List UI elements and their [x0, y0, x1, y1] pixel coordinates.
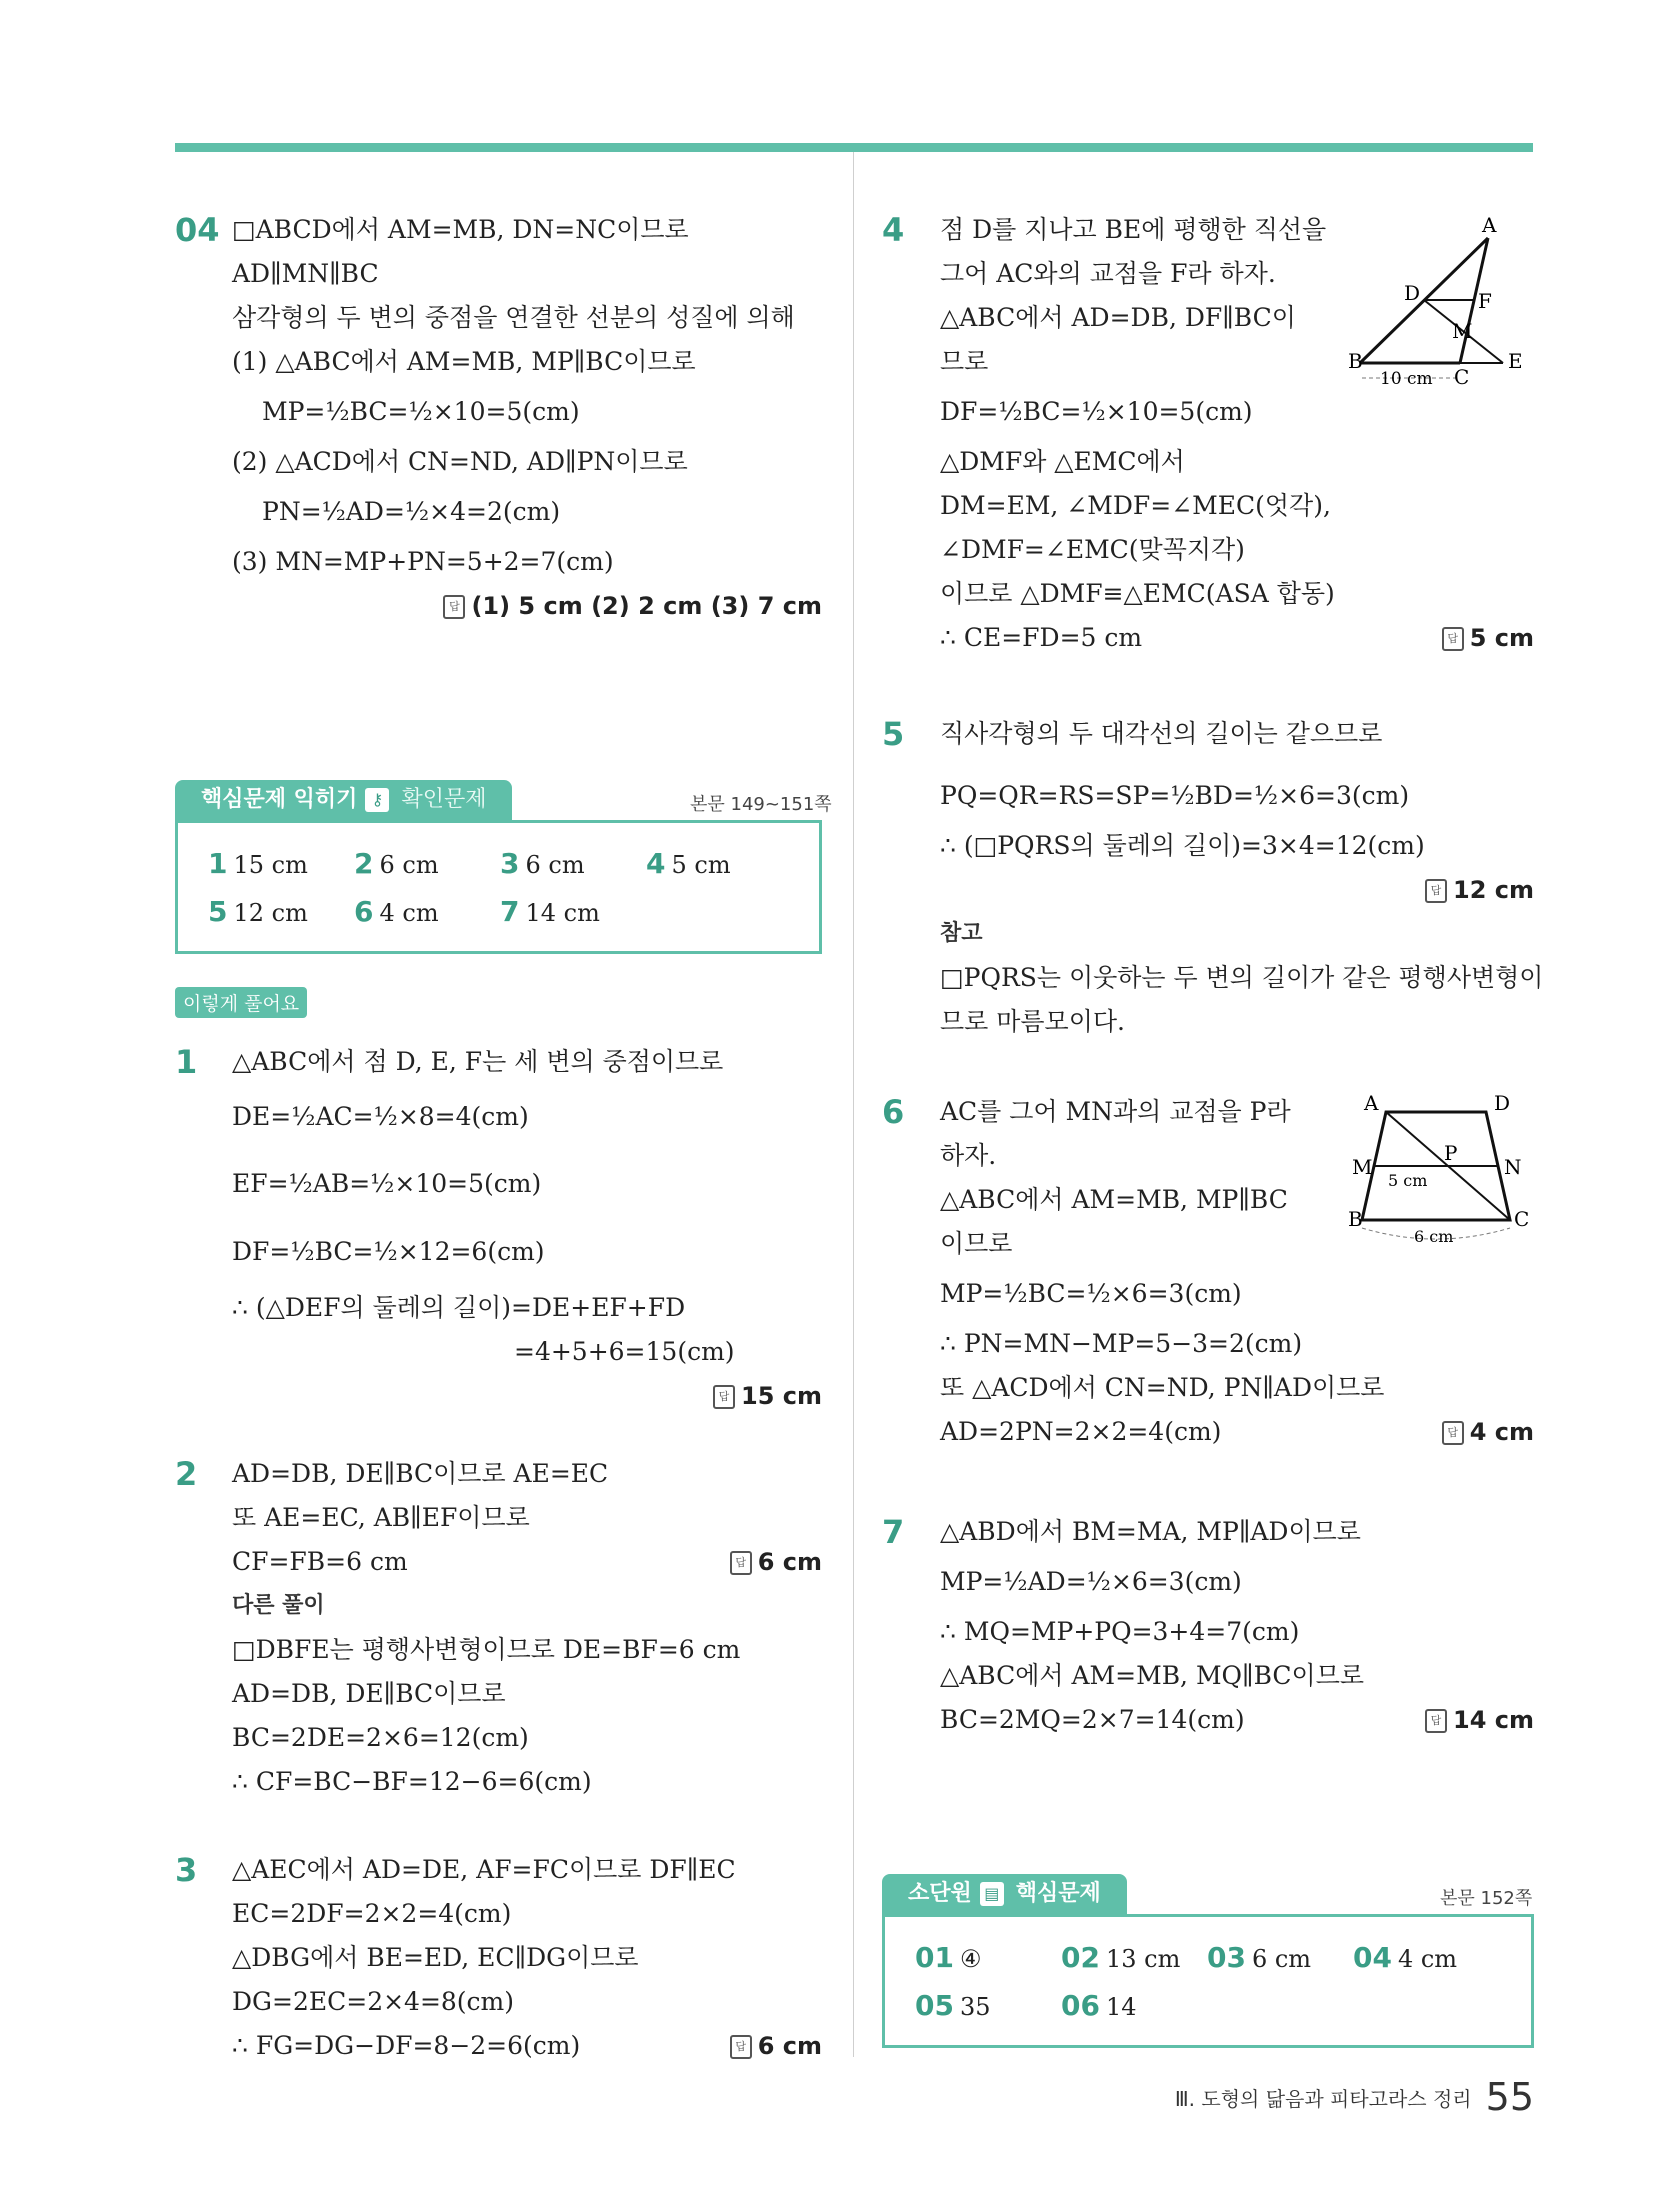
solution-line: MP=½AD=½×6=3(cm)	[940, 1567, 1242, 1596]
problem-04-number: 04	[175, 211, 220, 249]
answer-mark-icon: 답	[1442, 627, 1464, 651]
trapezoid-figure-6	[1348, 1090, 1534, 1250]
solution-line: ∴ MQ=MP+PQ=3+4=7(cm)	[940, 1617, 1300, 1646]
solution-line: △ABD에서 BM=MA, MP∥AD이므로	[940, 1517, 1361, 1546]
top-accent-bar	[175, 143, 1533, 152]
core-answer-4: 4 5 cm	[646, 847, 731, 880]
column-divider	[853, 152, 854, 2057]
solution-line: DF=½BC=½×10=5(cm)	[940, 397, 1253, 426]
problem-2-answer: 답 6 cm	[730, 1540, 822, 1584]
page-number: 55	[1485, 2075, 1534, 2119]
problem-3-number: 3	[175, 1851, 198, 1889]
solution-line: (2) △ACD에서 CN=ND, AD∥PN이므로	[232, 447, 688, 476]
solution-line: 이므로 △DMF≡△EMC(ASA 합동)	[940, 579, 1335, 608]
solution-line: DG=2EC=2×4=8(cm)	[232, 1987, 515, 2016]
solution-line: 삼각형의 두 변의 중점을 연결한 선분의 성질에 의해	[232, 303, 795, 332]
measure-label-mn: 5 cm	[1388, 1171, 1428, 1190]
solution-line: CF=FB=6 cm 답 6 cm	[232, 1540, 822, 1584]
solution-line: EF=½AB=½×10=5(cm)	[232, 1169, 542, 1198]
problem-5-answer: 답 12 cm	[940, 868, 1534, 912]
problem-2-number: 2	[175, 1455, 198, 1493]
chapter-title: Ⅲ. 도형의 닮음과 피타고라스 정리	[1174, 2087, 1472, 2111]
solution-line: AD=2PN=2×2=4(cm) 답 4 cm	[940, 1410, 1534, 1454]
solution-line: 므로	[940, 347, 989, 376]
solution-line: MP=½BC=½×10=5(cm)	[262, 397, 580, 426]
solution-line: MP=½BC=½×6=3(cm)	[940, 1279, 1242, 1308]
problem-3-answer: 답 6 cm	[730, 2024, 822, 2068]
solution-line: □ABCD에서 AM=MB, DN=NC이므로	[232, 215, 689, 244]
solution-line: 직사각형의 두 대각선의 길이는 같으므로	[940, 719, 1383, 748]
answer-mark-icon: 답	[1425, 879, 1447, 903]
solution-line: ∴ CF=BC−BF=12−6=6(cm)	[232, 1767, 592, 1796]
core-answer-7: 7 14 cm	[500, 895, 600, 928]
solution-line: AD=DB, DE∥BC이므로 AE=EC	[232, 1459, 609, 1488]
problem-1-solution	[232, 1040, 822, 1418]
solution-line: AD∥MN∥BC	[232, 259, 379, 288]
core-box-header: 핵심문제 익히기 ⚷ 확인문제	[175, 780, 512, 820]
problem-5-number: 5	[882, 715, 905, 753]
solution-line: (3) MN=MP+PN=5+2=7(cm)	[232, 547, 614, 576]
unit-answer-04: 04 4 cm	[1353, 1941, 1458, 1974]
problem-5-solution	[940, 712, 1544, 1044]
solution-line: (1) △ABC에서 AM=MB, MP∥BC이므로	[232, 347, 696, 376]
measure-label-bc: 6 cm	[1414, 1227, 1454, 1246]
solution-line: △ABC에서 AM=MB, MP∥BC	[940, 1185, 1288, 1214]
label-C: C	[1454, 365, 1470, 389]
solution-line: 또 AE=EC, AB∥EF이므로	[232, 1503, 530, 1532]
solution-line: △DBG에서 BE=ED, EC∥DG이므로	[232, 1943, 639, 1972]
solution-line: □DBFE는 평행사변형이므로 DE=BF=6 cm	[232, 1635, 741, 1664]
label-D: D	[1494, 1091, 1511, 1115]
unit-answer-05: 05 35	[915, 1989, 991, 2022]
solution-line: DE=½AC=½×8=4(cm)	[232, 1102, 529, 1131]
note-title: 참고	[940, 921, 983, 946]
core-answer-6: 6 4 cm	[354, 895, 439, 928]
label-M: M	[1452, 319, 1473, 343]
label-B: B	[1348, 1207, 1363, 1231]
document-icon: ▤	[980, 1882, 1004, 1906]
unit-answer-06: 06 14	[1061, 1989, 1137, 2022]
label-A: A	[1482, 213, 1497, 237]
problem-04-solution	[232, 208, 822, 628]
unit-box-header: 소단원 ▤ 핵심문제	[882, 1874, 1127, 1914]
core-box-pageref: 본문 149~151쪽	[690, 794, 832, 815]
problem-2-solution	[232, 1452, 822, 1804]
solution-line: ∴ (□PQRS의 둘레의 길이)=3×4=12(cm)	[940, 831, 1425, 860]
solution-line: AC를 그어 MN과의 교점을 P라	[940, 1097, 1291, 1126]
solution-line: ∴ FG=DG−DF=8−2=6(cm) 답 6 cm	[232, 2024, 822, 2068]
solution-line: PQ=QR=RS=SP=½BD=½×6=3(cm)	[940, 781, 1410, 810]
answer-mark-icon: 답	[730, 1551, 752, 1575]
label-B: B	[1348, 349, 1363, 373]
problem-7-solution	[940, 1510, 1534, 1742]
core-answer-box	[175, 820, 822, 954]
solution-line: AD=DB, DE∥BC이므로	[232, 1679, 506, 1708]
answer-mark-icon: 답	[1425, 1709, 1447, 1733]
label-D: D	[1404, 281, 1421, 305]
problem-4-number: 4	[882, 211, 905, 249]
unit-answer-box	[882, 1914, 1534, 2048]
solution-line: ∴ CE=FD=5 cm 답 5 cm	[940, 616, 1534, 660]
problem-04-answer: 답 (1) 5 cm (2) 2 cm (3) 7 cm	[232, 584, 822, 628]
unit-answer-03: 03 6 cm	[1207, 1941, 1312, 1974]
solution-line: ∴ (△DEF의 둘레의 길이)=DE+EF+FD	[232, 1293, 686, 1322]
note-line: 므로 마름모이다.	[940, 1007, 1125, 1036]
problem-1-answer: 답 15 cm	[232, 1374, 822, 1418]
key-icon: ⚷	[365, 788, 389, 812]
core-answer-5: 5 12 cm	[208, 895, 308, 928]
problem-4-answer: 답 5 cm	[1442, 616, 1534, 660]
page-footer	[1175, 2075, 1534, 2119]
label-P: P	[1444, 1141, 1458, 1165]
core-answer-2: 2 6 cm	[354, 847, 439, 880]
unit-box-pageref: 본문 152쪽	[1440, 1888, 1533, 1909]
problem-6-number: 6	[882, 1093, 905, 1131]
solution-line: PN=½AD=½×4=2(cm)	[262, 497, 561, 526]
label-E: E	[1508, 349, 1523, 373]
label-C: C	[1514, 1207, 1530, 1231]
triangle-figure-4	[1348, 208, 1534, 398]
solution-line: ∠DMF=∠EMC(맞꼭지각)	[940, 535, 1245, 564]
label-N: N	[1504, 1155, 1522, 1179]
answer-mark-icon: 답	[1442, 1421, 1464, 1445]
solution-line: BC=2DE=2×6=12(cm)	[232, 1723, 529, 1752]
solution-line: △DMF와 △EMC에서	[940, 447, 1185, 476]
solution-line: △ABC에서 AM=MB, MQ∥BC이므로	[940, 1661, 1365, 1690]
measure-label: 10 cm	[1380, 369, 1433, 389]
solution-line: DM=EM, ∠MDF=∠MEC(엇각),	[940, 491, 1331, 520]
solution-line: △AEC에서 AD=DE, AF=FC이므로 DF∥EC	[232, 1855, 736, 1884]
solution-line: 또 △ACD에서 CN=ND, PN∥AD이므로	[940, 1373, 1385, 1402]
unit-answer-02: 02 13 cm	[1061, 1941, 1181, 1974]
solution-line: 하자.	[940, 1141, 997, 1170]
core-answer-3: 3 6 cm	[500, 847, 585, 880]
solution-line: △ABC에서 점 D, E, F는 세 변의 중점이므로	[232, 1047, 724, 1076]
solve-tag: 이렇게 풀어요	[175, 987, 307, 1018]
note-line: □PQRS는 이웃하는 두 변의 길이가 같은 평행사변형이	[940, 963, 1544, 992]
answer-mark-icon: 답	[730, 2035, 752, 2059]
problem-6-answer: 답 4 cm	[1442, 1410, 1534, 1454]
solution-line: ∴ PN=MN−MP=5−3=2(cm)	[940, 1329, 1303, 1358]
solution-line: 점 D를 지나고 BE에 평행한 직선을	[940, 215, 1327, 244]
solution-line: 그어 AC와의 교점을 F라 하자.	[940, 259, 1276, 288]
problem-7-number: 7	[882, 1513, 905, 1551]
solution-line: 이므로	[940, 1229, 1013, 1258]
solution-line: BC=2MQ=2×7=14(cm) 답 14 cm	[940, 1698, 1534, 1742]
solution-line: DF=½BC=½×12=6(cm)	[232, 1237, 545, 1266]
core-answer-1: 1 15 cm	[208, 847, 308, 880]
answer-mark-icon: 답	[713, 1385, 735, 1409]
answer-mark-icon: 답	[443, 595, 465, 619]
solution-line: =4+5+6=15(cm)	[514, 1337, 735, 1366]
label-M: M	[1352, 1155, 1373, 1179]
label-F: F	[1478, 289, 1492, 313]
solution-line: EC=2DF=2×2=4(cm)	[232, 1899, 512, 1928]
problem-3-solution	[232, 1848, 822, 2068]
label-A: A	[1364, 1091, 1379, 1115]
problem-1-number: 1	[175, 1043, 198, 1081]
solution-line: △ABC에서 AD=DB, DF∥BC이	[940, 303, 1296, 332]
problem-7-answer: 답 14 cm	[1425, 1698, 1534, 1742]
unit-answer-01: 01 ④	[915, 1941, 982, 1974]
alt-solution-title: 다른 풀이	[232, 1593, 325, 1618]
